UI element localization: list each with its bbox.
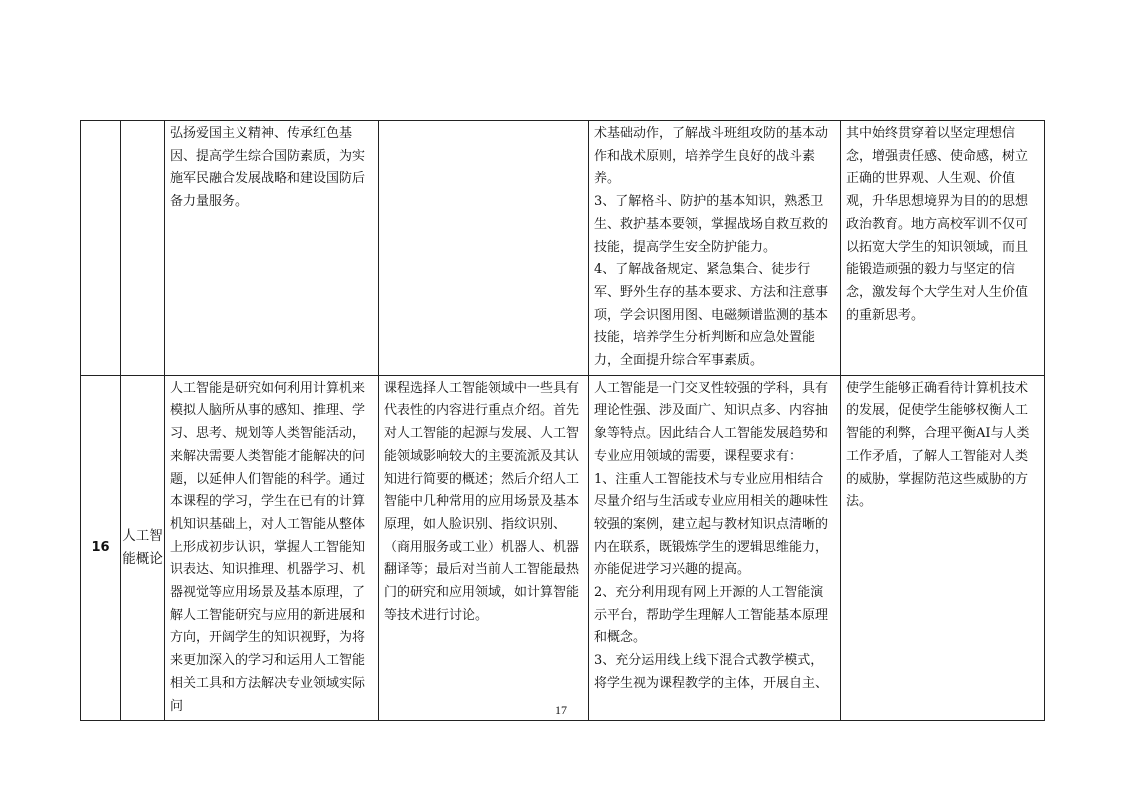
requirement-item: 人工智能是一门交叉性较强的学科，具有理论性强、涉及面广、知识点多、内容抽象等特点。因此结合人工智能发展趋势和专业应用领域的需要，课程要求有： [594,380,829,464]
objectives-cell [165,375,379,721]
table-row [81,121,1045,376]
table-row [81,375,1045,721]
requirements-cell [589,375,841,721]
ideology-cell [841,121,1045,376]
course-name-cell [121,121,165,376]
ideology-text: 其中始终贯穿着以坚定理想信念，增强责任感、使命感，树立正确的世界观、人生观、价值观，升华思想境界为目的的思想政治教育。地方高校军训不仅可以拓宽大学生的知识领域，而且能锻造顽强的毅力与坚定的信念，激发每个大学生对人生价值的重新思考。 [846,126,1029,323]
course-name-cell: 人工智能概论 [121,375,165,721]
requirement-item: 2、充分利用现有网上开源的人工智能演示平台，帮助学生理解人工智能基本原理和概念。 [594,585,829,646]
curriculum-table [80,120,1045,721]
ideology-text: 使学生能够正确看待计算机技术的发展，促使学生能够权衡人工智能的利弊，合理平衡AI与人类工作矛盾，了解人工智能对人类的威胁，掌握防范这些威胁的方法。 [846,380,1030,510]
requirement-item: 4、了解战备规定、紧急集合、徒步行军、野外生存的基本要求、方法和注意事项，学会识图用图、电磁频谱监测的基本技能，培养学生分析判断和应急处置能力，全面提升综合军事素质。 [594,262,829,369]
requirement-item: 术基础动作，了解战斗班组攻防的基本动作和战术原则，培养学生良好的战斗素养。 [594,126,829,187]
course-number-cell: 16 [81,375,121,721]
requirement-item: 3、了解格斗、防护的基本知识，熟悉卫生、救护基本要领，掌握战场自救互救的技能，提高学生安全防护能力。 [594,194,829,255]
requirements-cell [589,121,841,376]
content-text: 课程选择人工智能领域中一些具有代表性的内容进行重点介绍。首先对人工智能的起源与发展、人工智能领域影响较大的主要流派及其认知进行简要的概述；然后介绍人工智能中几种常用的应用场景及基本原理，如人脸识别、指纹识别、（商用服务或工业）机器人、机器翻译等；最后对当前人工智能最热门的研究和应用领域，如计算智能等技术进行讨论。 [384,380,580,623]
ideology-cell [841,375,1045,721]
objectives-cell [165,121,379,376]
content-cell [379,375,589,721]
objectives-text: 人工智能是研究如何利用计算机来模拟人脑所从事的感知、推理、学习、思考、规划等人类智能活动，来解决需要人类智能才能解决的问题，以延伸人们智能的科学。通过本课程的学习，学生在已有的计算机知识基础上，对人工智能从整体上形成初步认识，掌握人工智能知识表达、知识推理、机器学习、机器视觉等应用场景及基本原理，了解人工智能研究与应用的新进展和方向，开阔学生的知识视野，为将来更加深入的学习和运用人工智能相关工具和方法解决专业领域实际问 [170,380,366,714]
requirement-item: 1、注重人工智能技术与专业应用相结合尽量介绍与生活或专业应用相关的趣味性较强的案例，建立起与教材知识点清晰的内在联系，既锻炼学生的逻辑思维能力，亦能促进学习兴趣的提高。 [594,471,829,578]
course-number-cell [81,121,121,376]
page-number: 17 [555,703,567,717]
objectives-text: 弘扬爱国主义精神、传承红色基因、提高学生综合国防素质，为实施军民融合发展战略和建设国防后备力量服务。 [170,126,366,210]
requirement-item: 3、充分运用线上线下混合式教学模式，将学生视为课程教学的主体，开展自主、 [594,653,829,691]
content-cell [379,121,589,376]
